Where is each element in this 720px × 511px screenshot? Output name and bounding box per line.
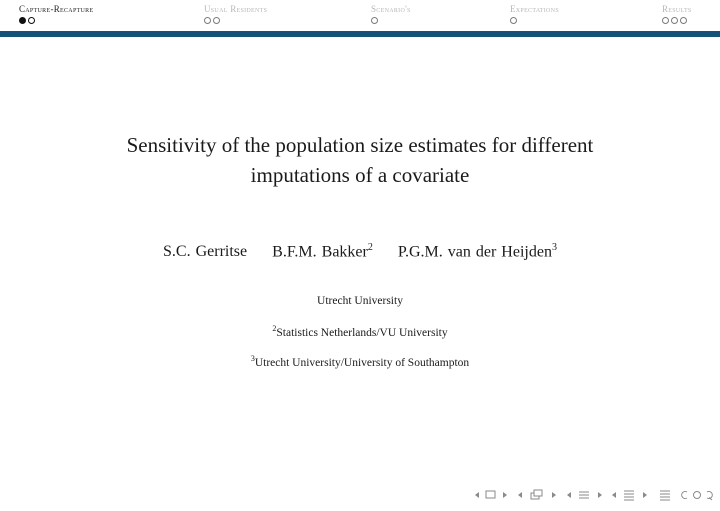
frame-dot[interactable] — [204, 17, 211, 24]
title-line: imputations of a covariate — [250, 163, 470, 187]
institution — [60, 321, 660, 341]
frame-dot[interactable] — [28, 17, 35, 24]
nav-section-title[interactable]: Usual Residents — [204, 4, 268, 14]
frame-dot[interactable] — [671, 17, 678, 24]
frame-dot[interactable] — [510, 17, 517, 24]
author — [163, 241, 247, 263]
nav-section-title[interactable]: Capture-Recapture — [19, 4, 94, 14]
nav-section-expectations[interactable] — [510, 3, 559, 29]
frame-dot[interactable] — [371, 17, 378, 24]
frame-dots — [371, 17, 411, 27]
institution-name: Utrecht University/University of Southampton — [254, 356, 470, 369]
doc-nav-icon[interactable] — [655, 489, 675, 501]
section-navigation-bar — [0, 0, 720, 31]
search-zoom-icon[interactable] — [680, 489, 714, 501]
institution — [60, 351, 660, 371]
author-list — [60, 237, 660, 263]
current-frame-dot[interactable] — [19, 17, 26, 24]
author — [398, 237, 557, 263]
title-line: Sensitivity of the population size estimates for different — [126, 133, 594, 157]
author-name: B.F.M. Bakker — [272, 243, 368, 261]
nav-section-scenarios[interactable] — [371, 3, 411, 29]
frame-dots — [19, 17, 93, 27]
nav-section-capture-recapture[interactable] — [19, 3, 93, 29]
frame-dots — [510, 17, 559, 27]
header-accent-rule — [0, 31, 720, 37]
author — [272, 237, 373, 263]
frame-dot[interactable] — [662, 17, 669, 24]
frame-nav-icon[interactable] — [516, 489, 560, 501]
author-name: S.C. Gerritse — [163, 243, 248, 261]
nav-section-title[interactable]: Results — [662, 4, 692, 14]
navigation-symbols — [473, 487, 714, 503]
nav-section-results[interactable] — [662, 3, 692, 29]
frame-dot[interactable] — [680, 17, 687, 24]
institution-mark: 2 — [272, 324, 277, 333]
section-nav-icon[interactable] — [610, 489, 650, 501]
frame-dot[interactable] — [213, 17, 220, 24]
nav-section-title[interactable]: Expectations — [510, 4, 559, 14]
nav-section-usual-residents[interactable] — [204, 3, 267, 29]
author-affiliation-mark: 3 — [551, 242, 557, 253]
frame-dots — [204, 17, 267, 27]
institution-mark: 3 — [250, 354, 255, 363]
frame-dots — [662, 17, 692, 27]
institution — [60, 293, 660, 309]
author-name: P.G.M. van der Heijden — [397, 243, 552, 261]
subsection-nav-icon[interactable] — [565, 489, 605, 501]
presentation-title — [60, 130, 660, 190]
institution-name: Utrecht University — [317, 295, 403, 307]
nav-section-title[interactable]: Scenario's — [371, 4, 411, 14]
author-affiliation-mark: 2 — [367, 242, 373, 253]
slide-nav-icon[interactable] — [473, 489, 511, 501]
institution-name: Statistics Netherlands/VU University — [276, 326, 448, 339]
